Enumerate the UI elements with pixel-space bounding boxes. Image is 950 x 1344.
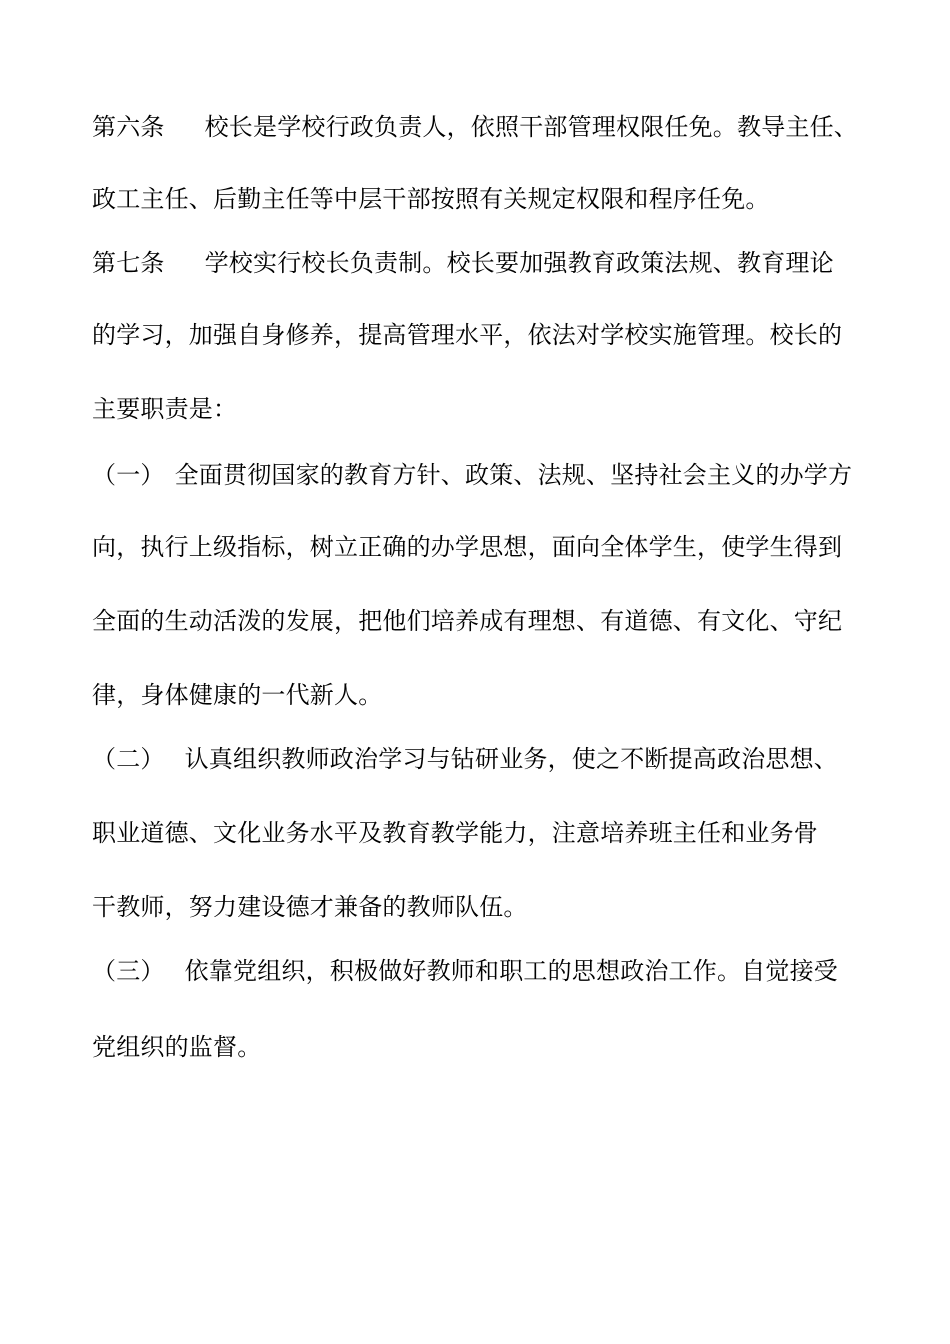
item-marker: （一） (92, 461, 165, 489)
text-line (92, 744, 838, 774)
line-text: 全面贯彻国家的教育方针、政策、法规、坚持社会主义的办学方 (174, 461, 853, 489)
line-text: 校长是学校行政负责人，依照干部管理权限任免。教导主任、 (204, 113, 859, 141)
text-line (92, 956, 838, 986)
line-text: 职业道德、文化业务水平及教育教学能力，注意培养班主任和业务骨 (92, 819, 818, 847)
line-text: 主要职责是： (92, 395, 238, 423)
article-heading: 第七条 (92, 249, 165, 277)
text-line (92, 394, 237, 424)
line-text: 的学习，加强自身修养，提高管理水平，依法对学校实施管理。校长的 (92, 321, 843, 349)
item-marker: （二） (92, 745, 165, 773)
text-line (92, 818, 818, 848)
line-text: 依靠党组织，积极做好教师和职工的思想政治工作。自觉接受 (184, 957, 839, 985)
text-line (92, 460, 852, 490)
line-text: 党组织的监督。 (92, 1033, 262, 1061)
article-heading: 第六条 (92, 113, 165, 141)
line-text: 干教师，努力建设德才兼备的教师队伍。 (92, 893, 528, 921)
text-line (92, 1032, 261, 1062)
line-text: 政工主任、后勤主任等中层干部按照有关规定权限和程序任免。 (92, 185, 770, 213)
text-line (92, 320, 842, 350)
line-text: 律，身体健康的一代新人。 (92, 681, 383, 709)
text-line (92, 680, 382, 710)
item-marker: （三） (92, 957, 165, 985)
text-line (92, 532, 842, 562)
line-text: 向，执行上级指标，树立正确的办学思想，面向全体学生，使学生得到 (92, 533, 843, 561)
line-text: 认真组织教师政治学习与钻研业务，使之不断提高政治思想、 (184, 745, 839, 773)
line-text: 学校实行校长负责制。校长要加强教育政策法规、教育理论 (204, 249, 834, 277)
text-line (92, 184, 770, 214)
line-text: 全面的生动活泼的发展，把他们培养成有理想、有道德、有文化、守纪 (92, 607, 843, 635)
text-line (92, 112, 858, 142)
text-line (92, 892, 528, 922)
text-line (92, 606, 842, 636)
text-line (92, 248, 834, 278)
